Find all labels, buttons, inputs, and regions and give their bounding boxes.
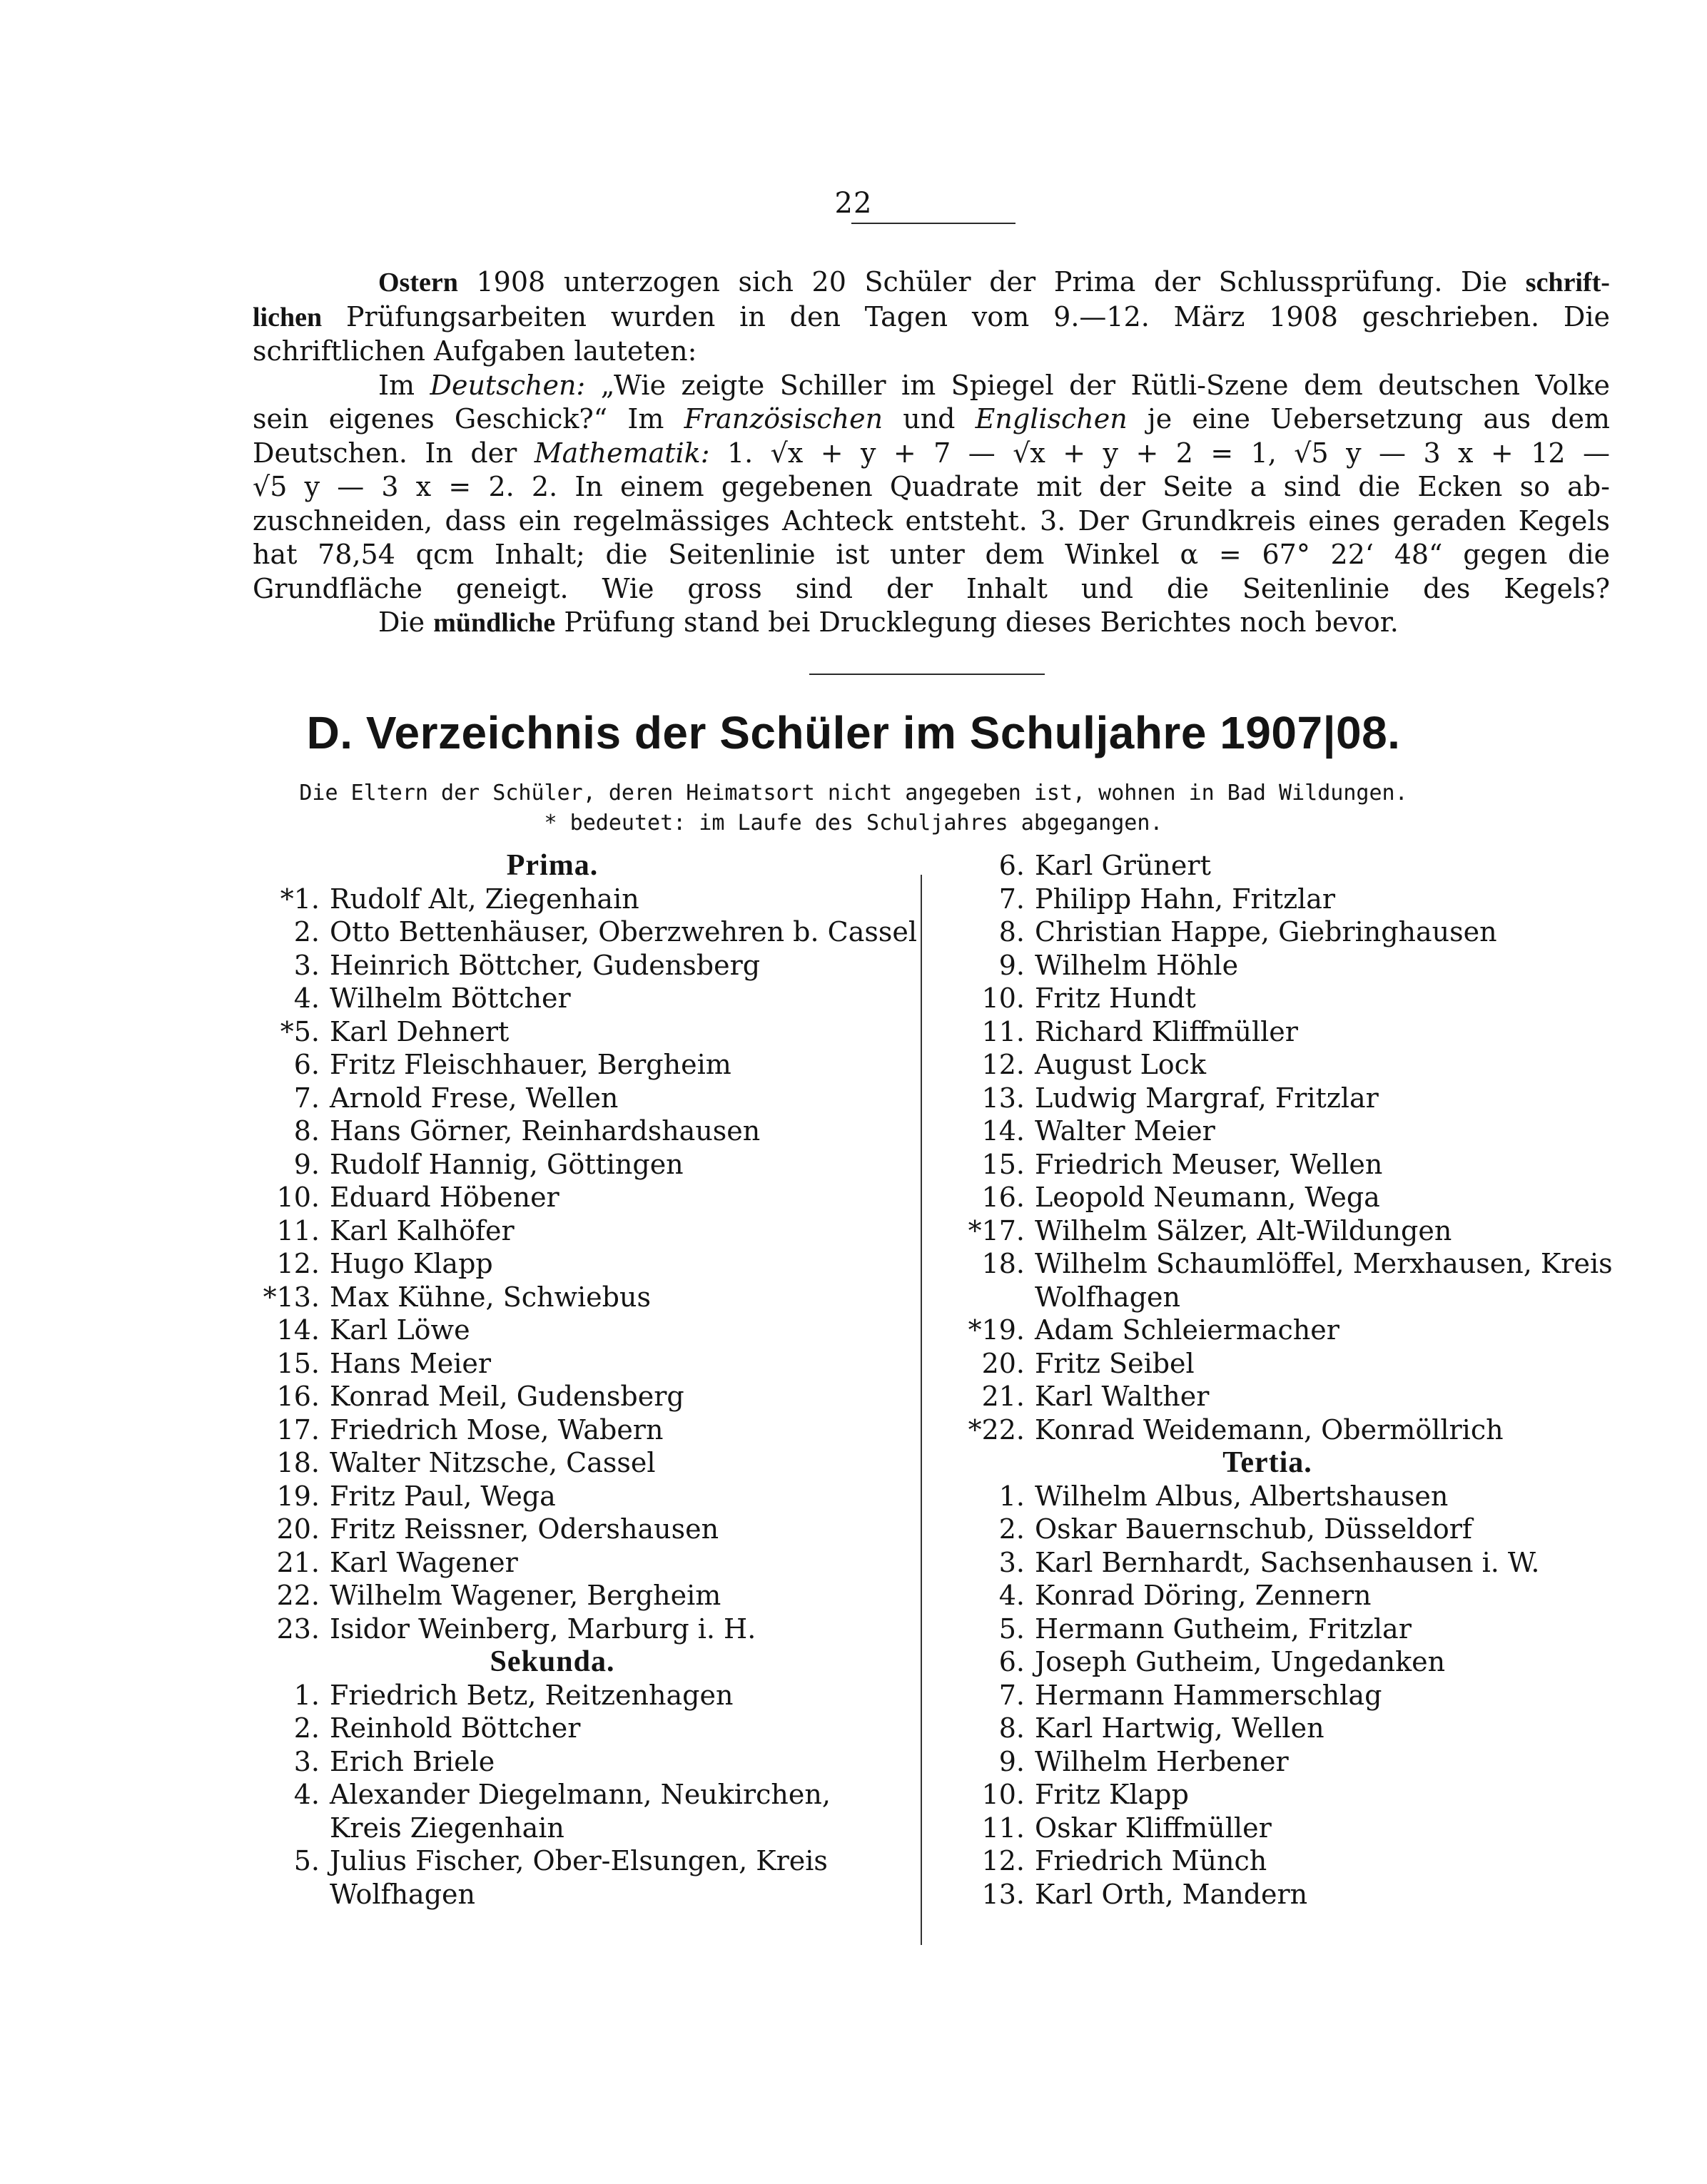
student-name: Karl Dehnert [330, 1015, 510, 1047]
student-entry [245, 1281, 888, 1314]
student-entry [925, 849, 1610, 883]
intro-text: hat 78,54 qcm Inhalt; die Seitenlinie ist unter dem Winkel α = 67° 22‘ 48“ gegen die [253, 539, 1610, 570]
student-number: *19. [968, 1314, 1025, 1346]
section-separator [809, 674, 1045, 675]
intro-text: 1908 unterzogen sich 20 Schüler der Prima der Schlussprüfung. Die [476, 266, 1508, 298]
student-name: August Lock [1035, 1049, 1206, 1080]
student-number: 5. [998, 1612, 1025, 1645]
class-heading: Tertia. [1222, 1446, 1312, 1479]
student-number: 3. [293, 1745, 320, 1777]
student-number: 16. [276, 1381, 320, 1412]
intro-text: Die [378, 606, 425, 638]
intro-text: je eine Uebersetzung aus dem [1147, 403, 1610, 435]
student-name: Fritz Hundt [1035, 982, 1196, 1014]
student-name: Konrad Weidemann, Obermöllrich [1035, 1413, 1504, 1446]
student-name: Heinrich Böttcher, Gudensberg [330, 949, 761, 981]
student-number: 9. [998, 1745, 1025, 1777]
student-entry [925, 1612, 1610, 1646]
column-divider [921, 875, 922, 1945]
student-number: 11. [981, 1812, 1025, 1844]
student-name: Karl Bernhardt, Sachsenhausen i. W. [1035, 1546, 1540, 1578]
student-name: Erich Briele [330, 1745, 495, 1777]
student-number: 18. [981, 1248, 1025, 1279]
student-number: 2. [293, 1712, 320, 1744]
student-number: 20. [981, 1347, 1025, 1379]
student-entry [925, 982, 1610, 1015]
student-number: 10. [981, 982, 1025, 1014]
student-name: Fritz Fleischhauer, Bergheim [330, 1049, 731, 1080]
intro-text: und [903, 403, 956, 435]
student-name: Rudolf Alt, Ziegenhain [330, 883, 639, 915]
intro-italic-math: Mathematik: [534, 437, 710, 469]
intro-italic-franz: Französischen [684, 403, 883, 435]
student-number: 15. [276, 1347, 320, 1379]
student-number: 7. [293, 1082, 320, 1114]
intro-text: Prüfungsarbeiten wurden in den Tagen vom 9.—12. März 1908 geschrieben. Die [345, 300, 1610, 332]
student-name: Karl Löwe [330, 1314, 470, 1346]
student-number: 7. [998, 1679, 1025, 1711]
student-entry [245, 1247, 888, 1281]
student-entry [925, 1413, 1610, 1447]
student-entry [925, 1347, 1610, 1381]
student-name: Hugo Klapp [330, 1248, 493, 1279]
student-entry [925, 915, 1610, 949]
student-entry [245, 1380, 888, 1413]
student-entry [245, 1214, 888, 1248]
student-name: Hermann Gutheim, Fritzlar [1035, 1612, 1412, 1645]
student-name: Hermann Hammerschlag [1035, 1679, 1382, 1711]
student-entry [245, 1015, 888, 1049]
intro-bold-lichen: lichen [253, 302, 323, 332]
student-entry [925, 1148, 1610, 1182]
student-number: 14. [276, 1314, 320, 1346]
student-entry [925, 1513, 1610, 1546]
student-name-continuation: Wolfhagen [1035, 1281, 1180, 1313]
student-name: Alexander Diegelmann, Neukirchen, [330, 1779, 831, 1810]
student-entry [245, 1546, 888, 1580]
intro-line-3 [253, 335, 1610, 369]
intro-text: „Wie zeigte Schiller im Spiegel der Rütli-Szene dem deutschen Volke [600, 369, 1610, 401]
student-entry [245, 915, 918, 949]
student-number: *17. [968, 1214, 1025, 1246]
student-entry [925, 1314, 1610, 1347]
student-entry [245, 1712, 888, 1745]
student-name: Arnold Frese, Wellen [330, 1082, 619, 1114]
intro-text: Prüfung stand bei Drucklegung dieses Berichtes noch bevor. [564, 606, 1399, 638]
student-number: 13. [981, 1082, 1025, 1114]
student-name: Oskar Bauernschub, Düsseldorf [1035, 1513, 1472, 1545]
student-entry [925, 1480, 1610, 1513]
left-column [245, 849, 918, 1911]
student-name: Eduard Höbener [330, 1182, 559, 1213]
intro-line-11 [253, 606, 1610, 641]
student-entry [245, 982, 888, 1015]
student-number: *5. [280, 1015, 320, 1047]
student-name: Julius Fischer, Ober-Elsungen, Kreis [330, 1845, 828, 1876]
student-entry [245, 1612, 888, 1646]
student-name: Oskar Kliffmüller [1035, 1812, 1272, 1844]
student-name: Friedrich Betz, Reitzenhagen [330, 1679, 734, 1711]
student-number: 18. [276, 1447, 320, 1478]
student-name: Karl Kalhöfer [330, 1214, 515, 1246]
section-title: D. Verzeichnis der Schüler im Schuljahre 1907|08. [306, 707, 1401, 758]
student-name: Rudolf Hannig, Göttingen [330, 1148, 684, 1180]
student-number: 1. [998, 1480, 1025, 1512]
right-column [925, 849, 1613, 1911]
student-name: Hans Meier [330, 1347, 492, 1379]
student-entry [925, 1679, 1610, 1712]
student-name: Friedrich Mose, Wabern [330, 1413, 664, 1446]
student-name: Konrad Meil, Gudensberg [330, 1381, 684, 1412]
student-name: Wilhelm Böttcher [330, 982, 571, 1014]
student-number: 4. [293, 1779, 320, 1810]
student-number: 14. [981, 1115, 1025, 1147]
student-number: 6. [998, 1646, 1025, 1677]
student-number: 19. [276, 1480, 320, 1512]
student-number: *22. [968, 1413, 1025, 1446]
student-number: 3. [998, 1546, 1025, 1578]
student-entry [925, 1645, 1610, 1679]
student-number: 2. [293, 916, 320, 948]
intro-line-1 [253, 265, 1610, 300]
class-heading: Prima. [506, 849, 599, 882]
student-entry [245, 1181, 888, 1214]
student-name: Isidor Weinberg, Marburg i. H. [330, 1612, 756, 1645]
student-number: 10. [276, 1182, 320, 1213]
student-name: Karl Orth, Mandern [1035, 1878, 1308, 1910]
student-name: Philipp Hahn, Fritzlar [1035, 883, 1336, 915]
student-entry [245, 1480, 888, 1513]
student-number: 11. [981, 1015, 1025, 1047]
intro-text: zuschneiden, dass ein regelmässiges Achteck entsteht. 3. Der Grundkreis eines geraden Kegels [253, 504, 1610, 537]
student-entry [245, 1513, 888, 1546]
student-number: 4. [998, 1580, 1025, 1611]
student-entry [925, 1878, 1610, 1911]
student-name: Wilhelm Wagener, Bergheim [330, 1580, 721, 1611]
intro-line-9 [253, 538, 1610, 572]
student-number: 17. [276, 1413, 320, 1446]
student-entry [925, 1114, 1610, 1148]
student-name: Walter Nitzsche, Cassel [330, 1447, 656, 1478]
intro-text: 1. √x + y + 7 — √x + y + 2 = 1, √5 y — 3 x + 12 — [726, 437, 1610, 469]
student-name: Reinhold Böttcher [330, 1712, 581, 1744]
intro-line-7 [253, 470, 1610, 504]
student-entry [245, 1679, 888, 1712]
intro-line-10 [253, 572, 1610, 606]
student-name: Konrad Döring, Zennern [1035, 1580, 1372, 1611]
student-name: Christian Happe, Giebringhausen [1035, 916, 1497, 948]
student-number: 11. [276, 1214, 320, 1246]
student-name: Max Kühne, Schwiebus [330, 1281, 651, 1313]
student-entry [245, 1745, 888, 1779]
student-name: Wilhelm Herbener [1035, 1745, 1289, 1777]
student-number: 13. [981, 1878, 1025, 1910]
section-note-parents: Die Eltern der Schüler, deren Heimatsort nicht angegeben ist, wohnen in Bad Wildungen. [299, 781, 1408, 806]
intro-bold-ostern: Ostern [378, 268, 458, 298]
student-entry [245, 1082, 888, 1115]
student-number: 12. [276, 1248, 320, 1279]
student-number: 6. [998, 850, 1025, 881]
student-entry [925, 1380, 1610, 1413]
student-name: Wilhelm Schaumlöffel, Merxhausen, Kreis [1035, 1248, 1613, 1279]
student-number: 5. [293, 1845, 320, 1876]
student-entry [245, 949, 888, 982]
intro-line-4 [253, 369, 1610, 403]
student-entry [245, 1347, 888, 1381]
student-number: 16. [981, 1182, 1025, 1213]
student-number: 1. [293, 1679, 320, 1711]
student-name: Fritz Seibel [1035, 1347, 1195, 1379]
student-number: 8. [293, 1115, 320, 1147]
student-name: Leopold Neumann, Wega [1035, 1182, 1380, 1213]
student-number: 2. [998, 1513, 1025, 1545]
student-entry [245, 1114, 888, 1148]
intro-line-5 [253, 402, 1610, 437]
student-name-continuation: Wolfhagen [330, 1878, 475, 1910]
intro-italic-deutschen: Deutschen: [430, 369, 586, 401]
student-name: Walter Meier [1035, 1115, 1215, 1147]
student-name: Friedrich Münch [1035, 1845, 1267, 1876]
student-number: 22. [276, 1580, 320, 1611]
intro-bold-muendliche: mündliche [433, 608, 556, 638]
intro-text: sein eigenes Geschick?“ Im [253, 403, 664, 435]
student-entry [925, 1247, 1613, 1281]
student-number: 3. [293, 949, 320, 981]
student-name: Ludwig Margraf, Fritzlar [1035, 1082, 1379, 1114]
intro-bold-schrift: schrift- [1525, 268, 1610, 298]
student-number: 7. [998, 883, 1025, 915]
student-number: 9. [998, 949, 1025, 981]
student-entry [925, 1745, 1610, 1779]
student-entry [245, 1579, 888, 1612]
intro-text: Grundfläche geneigt. Wie gross sind der Inhalt und die Seitenlinie des Kegels? [253, 572, 1610, 604]
student-name: Wilhelm Sälzer, Alt-Wildungen [1035, 1214, 1452, 1246]
student-entry [925, 1579, 1610, 1612]
student-entry [245, 1778, 888, 1812]
student-entry [245, 883, 888, 916]
student-entry [245, 1446, 888, 1480]
student-number: 10. [981, 1779, 1025, 1810]
intro-line-8 [253, 504, 1610, 539]
student-name: Karl Walther [1035, 1381, 1210, 1412]
intro-line-2 [253, 300, 1610, 335]
student-number: 23. [276, 1612, 320, 1645]
intro-text: schriftlichen Aufgaben lauteten: [253, 335, 697, 367]
student-name: Friedrich Meuser, Wellen [1035, 1148, 1383, 1180]
student-entry [925, 1844, 1610, 1878]
student-entry [245, 1413, 888, 1447]
student-name: Adam Schleiermacher [1035, 1314, 1339, 1346]
student-entry [245, 1048, 888, 1082]
intro-paragraph [253, 265, 1610, 641]
intro-line-6 [253, 437, 1610, 471]
student-name: Karl Hartwig, Wellen [1035, 1712, 1324, 1744]
student-name-continuation: Kreis Ziegenhain [330, 1812, 564, 1844]
student-entry [925, 1812, 1610, 1845]
student-name: Wilhelm Albus, Albertshausen [1035, 1480, 1449, 1512]
student-entry [925, 949, 1610, 982]
student-name: Richard Kliffmüller [1035, 1015, 1298, 1047]
student-name: Hans Görner, Reinhardshausen [330, 1115, 761, 1147]
student-entry [245, 1844, 888, 1878]
student-number: 15. [981, 1148, 1025, 1180]
intro-italic-engl: Englischen [975, 403, 1128, 435]
section-note-asterisk: * bedeutet: im Laufe des Schuljahres abgegangen. [544, 811, 1163, 835]
student-name: Karl Grünert [1035, 850, 1211, 881]
student-number: 8. [998, 916, 1025, 948]
student-number: 12. [981, 1845, 1025, 1876]
student-name: Fritz Paul, Wega [330, 1480, 556, 1512]
student-entry [925, 1048, 1610, 1082]
student-name: Fritz Reissner, Odershausen [330, 1513, 719, 1545]
student-name: Joseph Gutheim, Ungedanken [1035, 1646, 1446, 1677]
student-number: 9. [293, 1148, 320, 1180]
intro-text: Im [378, 369, 415, 401]
student-name: Otto Bettenhäuser, Oberzwehren b. Cassel [330, 916, 918, 948]
page-number: 22 [834, 187, 873, 220]
student-entry [925, 1712, 1610, 1745]
student-number: 4. [293, 982, 320, 1014]
student-name: Karl Wagener [330, 1546, 518, 1578]
student-name: Wilhelm Höhle [1035, 949, 1239, 981]
student-entry [925, 1546, 1610, 1580]
student-number: 20. [276, 1513, 320, 1545]
student-entry [925, 1214, 1610, 1248]
header-rule [851, 223, 1015, 224]
student-name: Fritz Klapp [1035, 1779, 1189, 1810]
student-number: *13. [263, 1281, 320, 1313]
student-number: 21. [276, 1546, 320, 1578]
student-number: 6. [293, 1049, 320, 1080]
student-entry [925, 883, 1610, 916]
intro-text: Deutschen. In der [253, 437, 517, 469]
student-number: 8. [998, 1712, 1025, 1744]
intro-text: √5 y — 3 x = 2. 2. In einem gegebenen Quadrate mit der Seite a sind die Ecken so ab- [253, 471, 1610, 502]
student-entry [245, 1148, 888, 1182]
student-entry [925, 1181, 1610, 1214]
student-entry [925, 1778, 1610, 1812]
student-number: 21. [981, 1381, 1025, 1412]
student-number: 12. [981, 1049, 1025, 1080]
student-entry [925, 1082, 1610, 1115]
student-entry [925, 1015, 1610, 1049]
class-heading: Sekunda. [490, 1645, 615, 1678]
student-entry [245, 1314, 888, 1347]
student-number: *1. [280, 883, 320, 915]
